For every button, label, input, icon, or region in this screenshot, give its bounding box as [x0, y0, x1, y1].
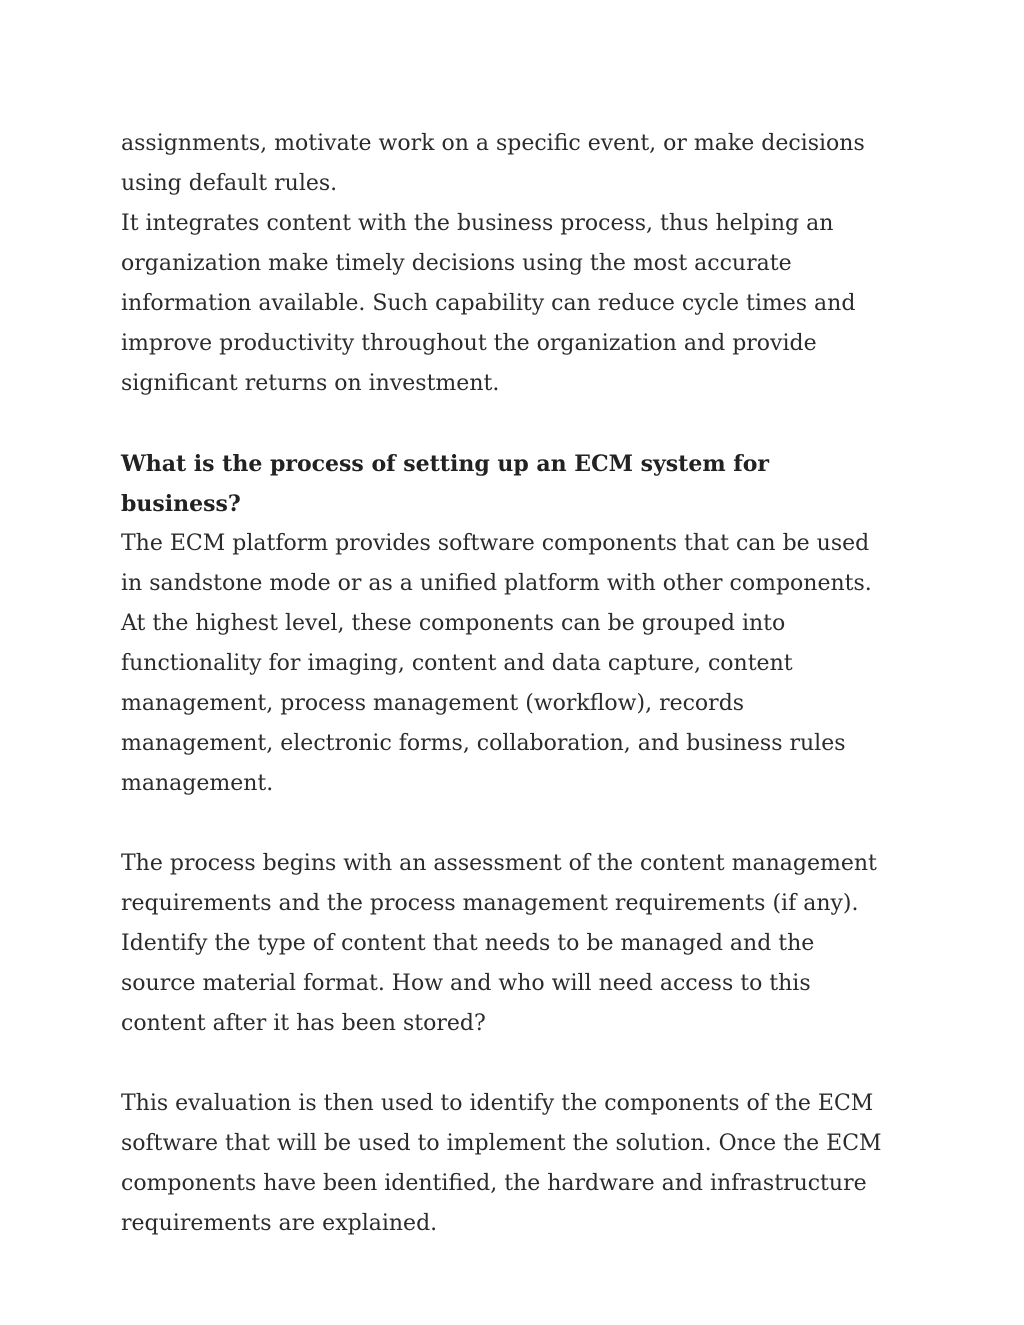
paragraph-ecm-platform: The ECM platform provides software components that can be used in sandstone mode or as a unified platform with other components. At the highest level, these components can be grouped into functionality for imaging, content and data capture, content management, process management (workflow), records management, electronic forms, collaboration, and business rules management. [121, 531, 872, 796]
paragraph-content-integration: It integrates content with the business process, thus helping an organization make timely decisions using the most accurate information available. Such capability can reduce cycle times and improve productivity throughout the organization and provide significant returns on investment. [121, 211, 856, 396]
paragraph-evaluation: This evaluation is then used to identify the components of the ECM software that will be used to implement the solution. Once the ECM components have been identified, the hardware and infrastructure requirements are explained. [121, 1091, 882, 1236]
paragraph-spacer [121, 804, 891, 844]
paragraph-spacer [121, 404, 891, 444]
paragraph-assessment: The process begins with an assessment of the content management requirements and the process management requirements (if any). Identify the type of content that needs to be managed and the source material format. How and who will need access to this content after it has been stored? [121, 851, 877, 1036]
paragraph-decision-rules: assignments, motivate work on a specific event, or make decisions using default rules. [121, 131, 865, 196]
section-heading: What is the process of setting up an ECM system for business? [121, 451, 769, 517]
article-body [121, 124, 891, 1244]
paragraph-spacer [121, 1044, 891, 1084]
